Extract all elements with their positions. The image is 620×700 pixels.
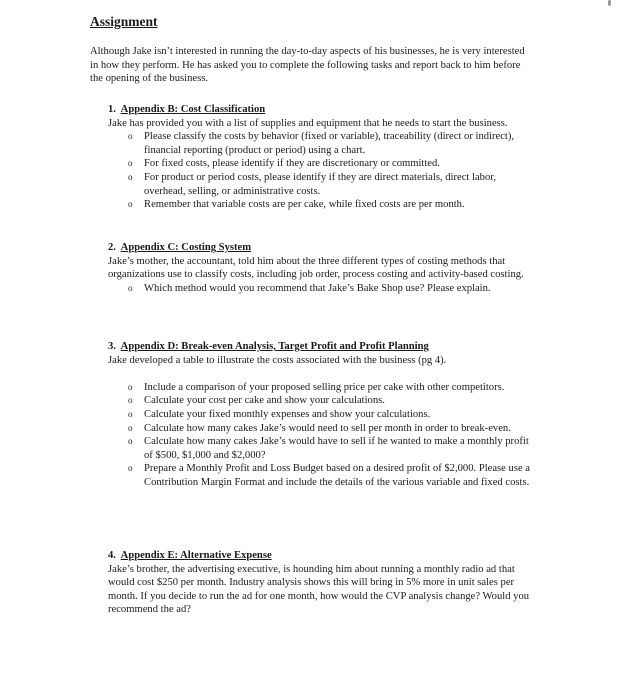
section-number: 3. [108,341,116,352]
section-heading [108,103,533,117]
section-alternative-expense [108,549,533,617]
bullet-list [108,381,533,490]
bullet-icon: o [128,158,133,169]
bullet-icon: o [128,131,133,142]
list-item: o For fixed costs, please identify if they are discretionary or committed. [128,158,440,170]
section-number: 4. [108,550,116,561]
list-item: o Please classify the costs by behavior (fixed or variable), traceability (direct or indirect), financial reporting (product or period) using a chart. [128,131,515,156]
section-number: 1. [108,104,116,115]
section-break-even [108,340,533,490]
section-body: Jake has provided you with a list of supplies and equipment that he needs to start the business. [108,117,508,129]
list-item: o Calculate how many cakes Jake’s would have to sell if he wanted to make a monthly profit of $500, $1,000 and $2,000? [128,436,529,461]
appendix-d-link[interactable]: Appendix D: Break-even Analysis, Target Profit and Profit Planning [120,341,429,352]
bullet-list [108,130,533,212]
section-cost-classification [108,103,533,212]
list-item: o Calculate your fixed monthly expenses and show your calculations. [128,408,431,420]
section-number: 2. [108,242,116,253]
section-body: Jake’s mother, the accountant, told him about the three different types of costing methods that organizations use to classify costs, including job order, process costing and activity-based costing. [108,255,524,281]
scrollbar-thumb[interactable] [608,0,611,6]
list-item: o Which method would you recommend that Jake’s Bake Shop use? Please explain. [128,282,491,294]
list-item: o Include a comparison of your proposed selling price per cake with other competitors. [128,381,505,393]
bullet-icon: o [128,171,133,182]
bullet-icon: o [128,282,133,293]
bullet-icon: o [128,408,133,419]
intro-paragraph: Although Jake isn’t interested in running the day-to-day aspects of his businesses, he is very interested in how they perform. He has asked you to complete the following tasks and report back to him before the opening of the business. [90,46,525,85]
list-item: o Calculate how many cakes Jake’s would need to sell per month in order to break-even. [128,422,511,434]
section-body: Jake developed a table to illustrate the costs associated with the business (pg 4). [108,354,447,366]
bullet-icon: o [128,463,133,474]
appendix-c-link[interactable]: Appendix C: Costing System [120,242,252,253]
page-title: Assignment [90,14,158,29]
bullet-icon: o [128,381,133,392]
bullet-icon: o [128,199,133,210]
section-costing-system [108,241,533,295]
section-heading [108,549,533,563]
list-item: o Prepare a Monthly Profit and Loss Budget based on a desired profit of $2,000. Please use a Contribution Margin Format and include the details of the various variable and fixed costs. [128,463,530,488]
section-body: Jake’s brother, the advertising executive, is hounding him about running a monthly radio ad that would cost $250 per month. Industry analysis shows this will bring in 5% more in unit sales per month. If you decide to run the ad for one month, how would the CVP analysis change? Would you recommend the ad? [108,563,530,616]
appendix-b-link[interactable]: Appendix B: Cost Classification [120,104,266,115]
bullet-icon: o [128,436,133,447]
appendix-e-link[interactable]: Appendix E: Alternative Expense [120,550,272,561]
list-item: o For product or period costs, please identify if they are direct materials, direct labor, overhead, selling, or administrative costs. [128,171,496,197]
list-item: o Remember that variable costs are per cake, while fixed costs are per month. [128,199,465,211]
bullet-icon: o [128,422,133,433]
bullet-list [108,282,533,296]
bullet-icon: o [128,395,133,406]
section-heading [108,241,533,255]
list-item: o Calculate your cost per cake and show your calculations. [128,395,385,407]
section-heading [108,340,533,354]
